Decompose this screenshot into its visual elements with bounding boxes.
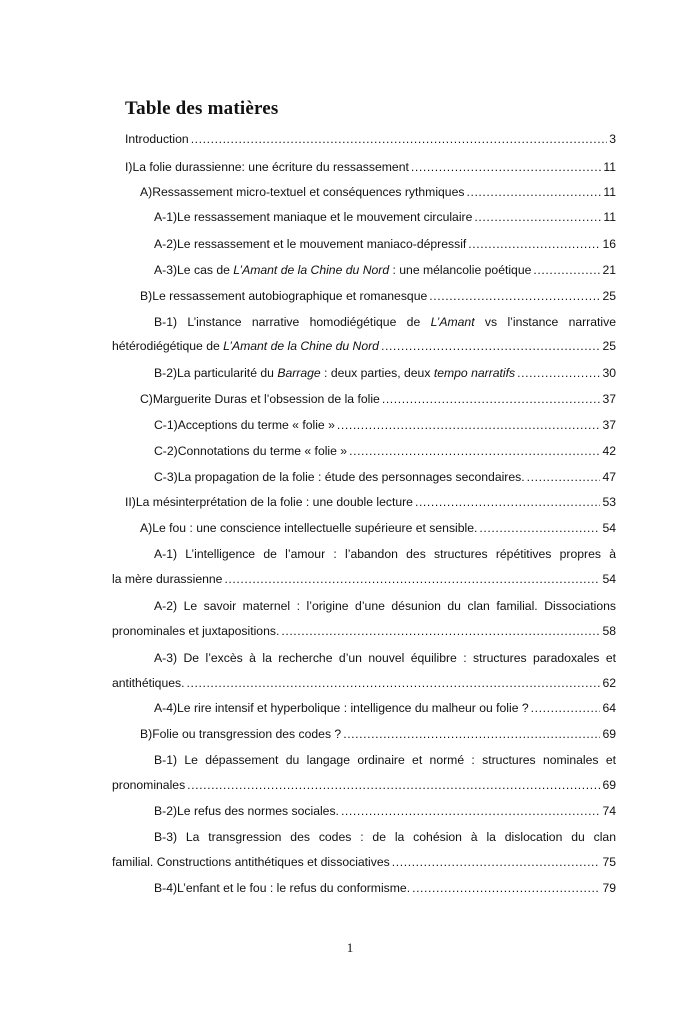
toc-leader (381, 336, 600, 356)
toc-leader (527, 467, 601, 487)
toc-page-number: 69 (602, 778, 616, 792)
toc-entry-subsection-1c1[interactable] (0, 415, 700, 435)
toc-page-number: 53 (602, 495, 616, 509)
toc-entry-subsection-1c3[interactable] (0, 467, 700, 487)
toc-leader (392, 852, 601, 872)
toc-entry-label: B-1) (154, 753, 178, 767)
toc-leader (382, 389, 601, 409)
toc-entry-label: A-2) (154, 237, 178, 251)
toc-entry-text: Ressassement micro-textuel et conséquences rythmiques (152, 185, 465, 199)
page-number: 1 (346, 940, 354, 955)
toc-entry-text: Le savoir maternel : l’origine d’une désunion du clan familial. Dissociations (183, 599, 616, 613)
toc-title: Table des matières (125, 98, 279, 119)
toc-page-number: 16 (602, 237, 616, 251)
toc-entry-text: Le ressassement autobiographique et romanesque (152, 289, 428, 303)
toc-leader (411, 157, 601, 177)
toc-entry-text: Le rire intensif et hyperbolique : intelligence du malheur ou folie ? (177, 701, 529, 715)
toc-entry-part-2[interactable] (0, 492, 700, 512)
toc-page-number: 75 (602, 855, 616, 869)
toc-entry-text: La propagation de la folie : étude des personnages secondaires. (177, 470, 525, 484)
toc-entry-text: Le ressassement maniaque et le mouvement circulaire (177, 210, 473, 224)
toc-page-number: 37 (602, 418, 616, 432)
toc-entry-subsection-2a2[interactable] (0, 596, 700, 641)
toc-entry-text: la mère durassienne (112, 572, 223, 586)
toc-entry-text: Le ressassement et le mouvement maniaco-dépressif (177, 237, 467, 251)
toc-leader (531, 698, 601, 718)
toc-text-part: hétérodiégétique de (112, 339, 224, 353)
toc-leader (343, 724, 600, 744)
toc-page-number: 79 (602, 881, 616, 895)
toc-entry-subsection-2b3[interactable] (0, 827, 700, 872)
toc-entry-label: C-2) (154, 444, 178, 458)
toc-leader (479, 518, 600, 538)
toc-entry-label: A) (140, 185, 153, 199)
toc-page-number: 3 (609, 132, 616, 146)
toc-entry-label: A) (140, 521, 153, 535)
toc-leader (466, 182, 601, 202)
toc-entry-label: A-4) (154, 701, 178, 715)
toc-entry-label: A-1) (154, 547, 178, 561)
toc-page-number: 64 (602, 701, 616, 715)
toc-page-number: 47 (602, 470, 616, 484)
toc-leader (187, 673, 601, 693)
toc-entry-subsection-1b2[interactable] (0, 363, 700, 383)
toc-text-italic: L’Amant (430, 315, 475, 329)
toc-entry-subsection-2b1[interactable] (0, 750, 700, 795)
toc-page-number: 58 (602, 624, 616, 638)
toc-entry-text (177, 363, 515, 383)
toc-page-number: 54 (602, 521, 616, 535)
toc-entry-label: B-1) (154, 315, 178, 329)
toc-entry-text: antithétiques. (112, 676, 185, 690)
toc-entry-text: pronominales (112, 778, 186, 792)
toc-page-number: 42 (602, 444, 616, 458)
toc-page-number: 25 (602, 339, 616, 353)
toc-leader (191, 129, 608, 149)
toc-entry-label: B) (140, 289, 153, 303)
toc-text-italic: tempo narratifs (433, 366, 516, 380)
toc-entry-label: A-3) (154, 263, 178, 277)
toc-text-italic: L’Amant de la Chine du Nord (223, 339, 379, 353)
toc-text-italic: Barrage (277, 366, 321, 380)
toc-page-number: 37 (602, 392, 616, 406)
toc-entry-text: Folie ou transgression des codes ? (152, 727, 342, 741)
toc-entry-text: Acceptions du terme « folie » (177, 418, 335, 432)
toc-entry-text: Introduction (125, 132, 189, 146)
toc-page-number: 21 (602, 263, 616, 277)
toc-entry-text: pronominales et juxtapositions. (112, 624, 280, 638)
toc-entry-label: C) (140, 392, 153, 406)
toc-entry-label: B-2) (154, 366, 178, 380)
toc-leader (281, 621, 600, 641)
toc-entry-subsection-1b1[interactable] (0, 312, 700, 357)
toc-entry-part-1[interactable] (0, 157, 700, 177)
toc-entry-label: II) (125, 495, 136, 509)
toc-page-number: 11 (603, 185, 616, 199)
toc-page-number: 54 (602, 572, 616, 586)
toc-entry-text (112, 336, 379, 356)
toc-entry-subsection-1a3[interactable] (0, 260, 700, 280)
toc-entry-label: C-3) (154, 470, 178, 484)
toc-entry-text: Le fou : une conscience intellectuelle supérieure et sensible. (152, 521, 478, 535)
toc-entry-text: L’enfant et le fou : le refus du conformisme. (177, 881, 411, 895)
toc-entry-text: La transgression des codes : de la cohésion à la dislocation du clan (185, 830, 616, 844)
toc-leader (337, 415, 601, 435)
toc-entry-introduction[interactable] (0, 129, 700, 149)
toc-entry-label: B-4) (154, 881, 178, 895)
toc-entry-text: Le dépassement du langage ordinaire et normé : structures nominales et (184, 753, 616, 767)
toc-page-number: 11 (603, 160, 616, 174)
toc-leader (224, 569, 600, 589)
toc-entry-subsection-2b4[interactable] (0, 878, 700, 898)
toc-entry-subsection-2a3[interactable] (0, 648, 700, 693)
toc-entry-subsection-2b2[interactable] (0, 801, 700, 821)
toc-entry-label: B-2) (154, 804, 178, 818)
toc-entry-section-2b[interactable] (0, 724, 700, 744)
toc-text-part: vs l’instance narrative (474, 315, 616, 329)
toc-text-italic: L’Amant de la Chine du Nord (233, 263, 390, 277)
toc-text-part: Le cas de (177, 263, 234, 277)
toc-entry-text: La folie durassienne: une écriture du ressassement (132, 160, 409, 174)
toc-text-part: La particularité du (177, 366, 278, 380)
toc-entry-text (177, 260, 531, 280)
toc-leader (349, 441, 600, 461)
toc-entry-section-1b[interactable] (0, 286, 700, 306)
toc-page-number: 74 (602, 804, 616, 818)
toc-entry-text: Connotations du terme « folie » (177, 444, 348, 458)
toc-entry-text: Le refus des normes sociales. (177, 804, 339, 818)
toc-text-part: L’instance narrative homodiégétique de (187, 315, 431, 329)
toc-page-number: 11 (603, 210, 616, 224)
toc-page-number: 62 (602, 676, 616, 690)
toc-entry-subsection-1a1[interactable] (0, 207, 700, 227)
toc-entry-label: A-1) (154, 210, 178, 224)
toc-entry-label: B-3) (154, 830, 178, 844)
toc-page-number: 69 (602, 727, 616, 741)
toc-entry-text: La mésinterprétation de la folie : une double lecture (135, 495, 413, 509)
toc-entry-subsection-1a2[interactable] (0, 234, 700, 254)
toc-leader (474, 207, 601, 227)
toc-entry-label: B) (140, 727, 153, 741)
toc-entry-subsection-2a1[interactable] (0, 544, 700, 589)
toc-entry-subsection-2a4[interactable] (0, 698, 700, 718)
toc-entry-text: De l’excès à la recherche d’un nouvel équilibre : structures paradoxales et (183, 651, 616, 665)
toc-entry-label: I) (125, 160, 133, 174)
toc-leader (341, 801, 601, 821)
toc-leader (533, 260, 600, 280)
toc-text-part: : deux parties, deux (320, 366, 434, 380)
toc-entry-section-1c[interactable] (0, 389, 700, 409)
toc-leader (415, 492, 600, 512)
toc-entry-label: C-1) (154, 418, 178, 432)
toc-leader (187, 775, 600, 795)
toc-entry-text: Marguerite Duras et l’obsession de la folie (152, 392, 380, 406)
toc-leader (517, 363, 600, 383)
toc-leader (468, 234, 600, 254)
toc-entry-section-2a[interactable] (0, 518, 700, 538)
toc-entry-text: L’intelligence de l’amour : l’abandon des structures répétitives propres à (185, 547, 616, 561)
toc-entry-section-1a[interactable] (0, 182, 700, 202)
toc-entry-subsection-1c2[interactable] (0, 441, 700, 461)
toc-leader (429, 286, 600, 306)
toc-page-number: 25 (602, 289, 616, 303)
toc-page-number: 30 (602, 366, 616, 380)
toc-leader (412, 878, 600, 898)
toc-entry-label: A-3) (154, 651, 178, 665)
toc-entry-label: A-2) (154, 599, 178, 613)
toc-text-part: : une mélancolie poétique (389, 263, 532, 277)
toc-entry-text: familial. Constructions antithétiques et dissociatives (112, 855, 390, 869)
